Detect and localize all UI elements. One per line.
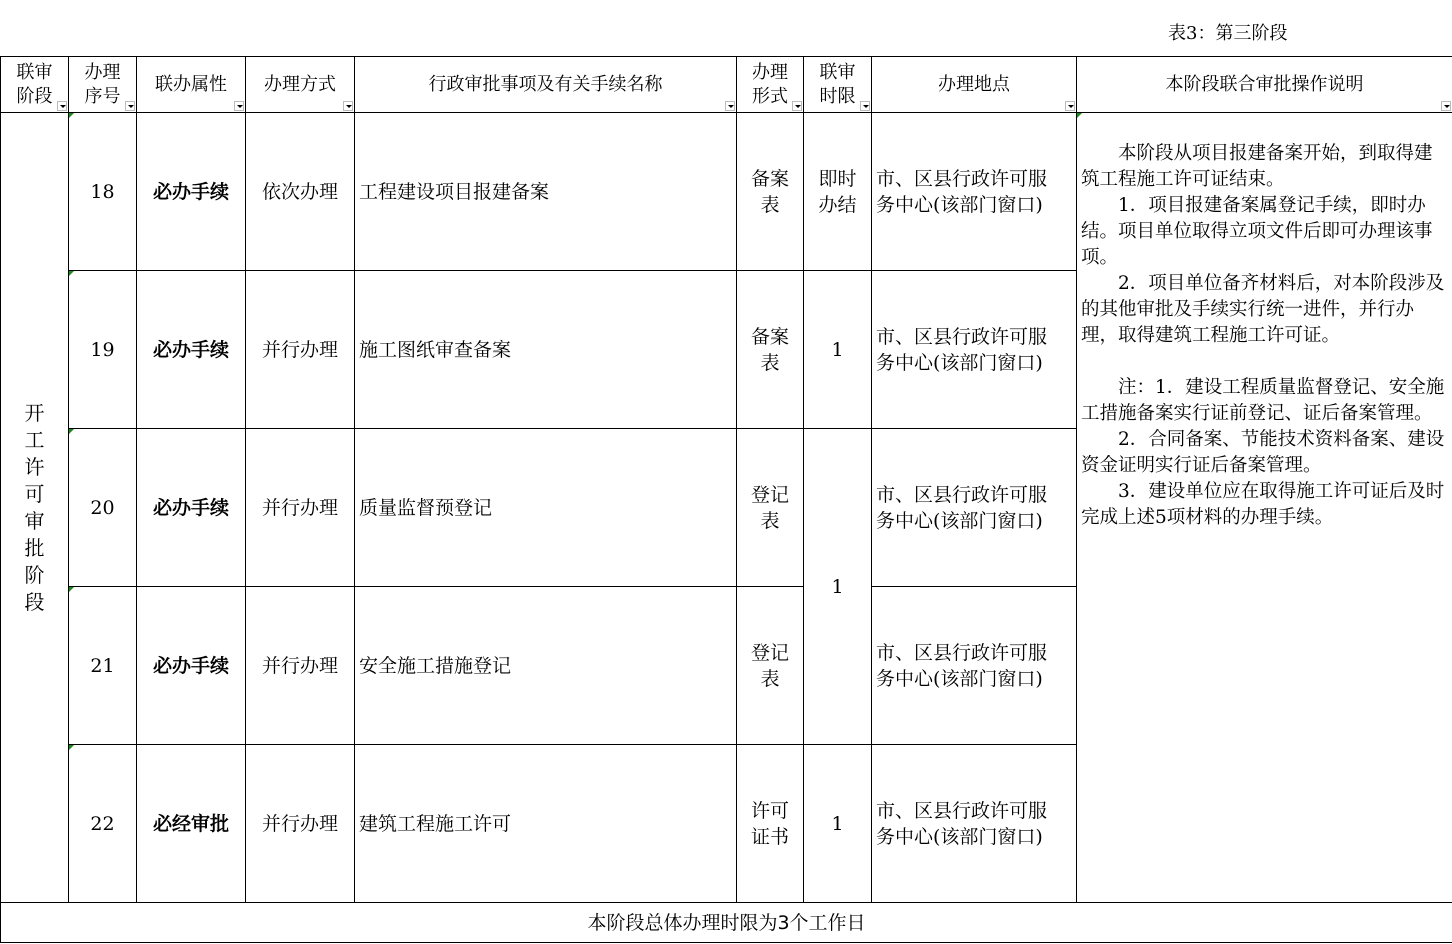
method-cell[interactable]: 依次办理 bbox=[246, 113, 355, 271]
method-cell[interactable]: 并行办理 bbox=[246, 745, 355, 903]
limit-cell-merged[interactable]: 1 bbox=[804, 429, 872, 745]
header-limit[interactable]: 联审 时限 bbox=[804, 57, 872, 113]
method-cell[interactable]: 并行办理 bbox=[246, 429, 355, 587]
place-cell[interactable]: 市、区县行政许可服 务中心(该部门窗口) bbox=[872, 271, 1077, 429]
filter-dropdown-icon[interactable] bbox=[57, 101, 67, 111]
limit-cell[interactable]: 1 bbox=[804, 271, 872, 429]
filter-dropdown-icon[interactable] bbox=[860, 101, 870, 111]
filter-dropdown-icon[interactable] bbox=[725, 101, 735, 111]
seq-cell[interactable]: 18 bbox=[69, 113, 137, 271]
table-caption: 表3：第三阶段 bbox=[1168, 23, 1288, 44]
attr-cell[interactable]: 必办手续 bbox=[137, 429, 246, 587]
header-form[interactable]: 办理 形式 bbox=[737, 57, 804, 113]
filter-dropdown-icon[interactable] bbox=[125, 101, 135, 111]
description-cell[interactable] bbox=[1077, 113, 1452, 903]
note-paragraph: 注：1．建设工程质量监督登记、安全施工措施备案实行证前登记、证后备案管理。 bbox=[1081, 377, 1445, 424]
header-row bbox=[1, 57, 1452, 113]
item-cell[interactable]: 质量监督预登记 bbox=[355, 429, 737, 587]
place-cell[interactable]: 市、区县行政许可服 务中心(该部门窗口) bbox=[872, 587, 1077, 745]
table-caption-area bbox=[0, 0, 1452, 56]
item-cell[interactable]: 建筑工程施工许可 bbox=[355, 745, 737, 903]
seq-cell[interactable]: 19 bbox=[69, 271, 137, 429]
header-place[interactable]: 办理地点 bbox=[872, 57, 1077, 113]
filter-dropdown-icon[interactable] bbox=[234, 101, 244, 111]
filter-dropdown-icon[interactable] bbox=[1441, 101, 1451, 111]
item-cell[interactable]: 施工图纸审查备案 bbox=[355, 271, 737, 429]
header-desc[interactable]: 本阶段联合审批操作说明 bbox=[1077, 57, 1452, 113]
note-paragraph: 3．建设单位应在取得施工许可证后及时完成上述5项材料的办理手续。 bbox=[1081, 481, 1445, 528]
method-cell[interactable]: 并行办理 bbox=[246, 587, 355, 745]
attr-cell[interactable]: 必办手续 bbox=[137, 113, 246, 271]
limit-cell[interactable]: 即时 办结 bbox=[804, 113, 872, 271]
seq-cell[interactable]: 22 bbox=[69, 745, 137, 903]
comment-marker-icon bbox=[69, 429, 74, 434]
table-row bbox=[1, 113, 1452, 271]
filter-dropdown-icon[interactable] bbox=[343, 101, 353, 111]
item-cell[interactable]: 安全施工措施登记 bbox=[355, 587, 737, 745]
form-cell[interactable]: 登记 表 bbox=[737, 429, 804, 587]
filter-dropdown-icon[interactable] bbox=[1065, 101, 1075, 111]
method-cell[interactable]: 并行办理 bbox=[246, 271, 355, 429]
note-paragraph: 本阶段从项目报建备案开始，到取得建筑工程施工许可证结束。 bbox=[1081, 143, 1433, 190]
item-cell[interactable]: 工程建设项目报建备案 bbox=[355, 113, 737, 271]
attr-cell[interactable]: 必经审批 bbox=[137, 745, 246, 903]
form-cell[interactable]: 许可 证书 bbox=[737, 745, 804, 903]
comment-marker-icon bbox=[69, 271, 74, 276]
comment-marker-icon bbox=[69, 113, 74, 118]
comment-marker-icon bbox=[69, 587, 74, 592]
attr-cell[interactable]: 必办手续 bbox=[137, 587, 246, 745]
header-seq[interactable]: 办理 序号 bbox=[69, 57, 137, 113]
header-attr[interactable]: 联办属性 bbox=[137, 57, 246, 113]
stage-cell[interactable]: 开 工 许 可 审 批 阶 段 bbox=[1, 113, 69, 903]
place-cell[interactable]: 市、区县行政许可服 务中心(该部门窗口) bbox=[872, 113, 1077, 271]
comment-marker-icon bbox=[69, 745, 74, 750]
form-cell[interactable]: 登记 表 bbox=[737, 587, 804, 745]
seq-cell[interactable]: 21 bbox=[69, 587, 137, 745]
limit-cell[interactable]: 1 bbox=[804, 745, 872, 903]
form-cell[interactable]: 备案 表 bbox=[737, 271, 804, 429]
place-cell[interactable]: 市、区县行政许可服 务中心(该部门窗口) bbox=[872, 429, 1077, 587]
attr-cell[interactable]: 必办手续 bbox=[137, 271, 246, 429]
header-method[interactable]: 办理方式 bbox=[246, 57, 355, 113]
total-time-footer[interactable]: 本阶段总体办理时限为3个工作日 bbox=[1, 903, 1452, 943]
note-paragraph: 1．项目报建备案属登记手续，即时办结。项目单位取得立项文件后即可办理该事项。 bbox=[1081, 195, 1433, 268]
form-cell[interactable]: 备案 表 bbox=[737, 113, 804, 271]
footer-row bbox=[1, 903, 1452, 943]
note-paragraph: 2．合同备案、节能技术资料备案、建设资金证明实行证后备案管理。 bbox=[1081, 429, 1445, 476]
header-item[interactable]: 行政审批事项及有关手续名称 bbox=[355, 57, 737, 113]
note-paragraph: 2．项目单位备齐材料后，对本阶段涉及的其他审批及手续实行统一进件，并行办理，取得建筑工程施工许可证。 bbox=[1081, 273, 1445, 346]
header-stage[interactable]: 联审 阶段 bbox=[1, 57, 69, 113]
approval-table bbox=[0, 56, 1452, 943]
seq-cell[interactable]: 20 bbox=[69, 429, 137, 587]
comment-marker-icon bbox=[1077, 113, 1082, 118]
place-cell[interactable]: 市、区县行政许可服 务中心(该部门窗口) bbox=[872, 745, 1077, 903]
filter-dropdown-icon[interactable] bbox=[792, 101, 802, 111]
